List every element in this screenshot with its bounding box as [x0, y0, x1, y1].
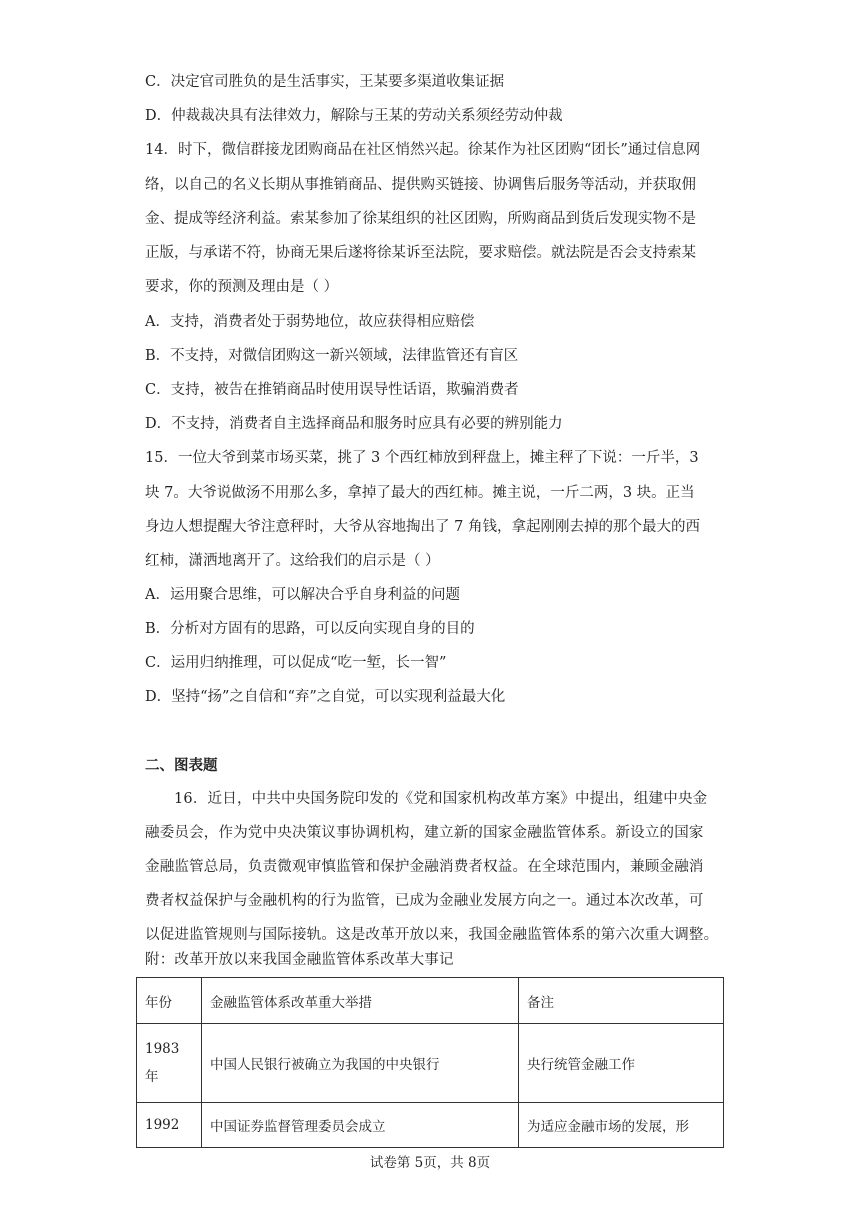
q15-option-c: C．运用归纳推理，可以促成“吃一堑，长一智”: [145, 655, 447, 671]
q15-stem-line-4: 红柿，潇洒地离开了。这给我们的启示是（ ）: [145, 553, 440, 569]
q14-option-d: D．不支持，消费者自主选择商品和服务时应具有必要的辨别能力: [145, 416, 563, 432]
table-row: [137, 1103, 724, 1148]
q13-option-c: C．决定官司胜负的是生活事实，王某要多渠道收集证据: [145, 74, 505, 90]
q14-stem-line-4: 正版，与承诺不符，协商无果后遂将徐某诉至法院，要求赔偿。就法院是否会支持索某: [145, 245, 696, 261]
q15-option-a: A．运用聚合思维，可以解决合乎自身利益的问题: [145, 587, 460, 603]
q14-option-a: A．支持，消费者处于弱势地位，故应获得相应赔偿: [145, 314, 475, 330]
q15-stem-line-3: 身边人想提醒大爷注意秤时，大爷从容地掏出了 7 角钱，拿起刚刚去掉的那个最大的西: [145, 519, 700, 535]
table-cell-measure: 中国证券监督管理委员会成立: [202, 1103, 519, 1148]
section-title: 二、图表题: [145, 758, 218, 774]
table-cell-note: 为适应金融市场的发展，形: [519, 1103, 724, 1148]
table-cell-year: 1992: [137, 1103, 202, 1148]
table-header-measure: 金融监管体系改革重大举措: [202, 978, 519, 1024]
q16-table-caption: 附：改革开放以来我国金融监管体系改革大事记: [145, 952, 454, 968]
table-cell-note: 央行统管金融工作: [519, 1024, 724, 1103]
q15-stem-line-2: 块 7。大爷说做汤不用那么多，拿掉了最大的西红柿。摊主说，一斤二两，3 块。正当: [145, 485, 695, 501]
q15-option-d: D．坚持“扬”之自信和“弃”之自觉，可以实现利益最大化: [145, 689, 506, 705]
q13-option-d: D．仲裁裁决具有法律效力，解除与王某的劳动关系须经劳动仲裁: [145, 108, 563, 124]
q16-stem-line-5: 以促进监管规则与国际接轨。这是改革开放以来，我国金融监管体系的第六次重大调整。: [145, 927, 719, 943]
table-header-year: 年份: [137, 978, 202, 1024]
q14-stem-line-3: 金、提成等经济利益。索某参加了徐某组织的社区团购，所购商品到货后发现实物不是: [145, 211, 696, 227]
q15-option-b: B．分析对方固有的思路，可以反向实现自身的目的: [145, 621, 475, 637]
q14-option-c: C．支持，被告在推销商品时使用误导性话语，欺骗消费者: [145, 382, 519, 398]
q16-stem-line-1: 16．近日，中共中央国务院印发的《党和国家机构改革方案》中提出，组建中央金: [174, 791, 708, 807]
q14-option-b: B．不支持，对微信团购这一新兴领域，法律监管还有盲区: [145, 348, 519, 364]
page-footer: 试卷第 5页，共 8页: [369, 1155, 491, 1171]
table-header-row: [137, 978, 724, 1024]
table-cell-year: 1983 年: [137, 1024, 202, 1103]
q14-stem-line-1: 14．时下，微信群接龙团购商品在社区悄然兴起。徐某作为社区团购“团长”通过信息网: [145, 142, 701, 158]
q14-stem-line-2: 络，以自己的名义长期从事推销商品、提供购买链接、协调售后服务等活动，并获取佣: [145, 177, 696, 193]
q16-stem-line-2: 融委员会，作为党中央决策议事协调机构，建立新的国家金融监管体系。新设立的国家: [145, 825, 704, 841]
table-cell-measure: 中国人民银行被确立为我国的中央银行: [202, 1024, 519, 1103]
table-header-note: 备注: [519, 978, 724, 1024]
q15-stem-line-1: 15．一位大爷到菜市场买菜，挑了 3 个西红柿放到秤盘上，摊主秤了下说：一斤半，3: [145, 450, 699, 466]
q16-stem-line-3: 金融监管总局，负责微观审慎监管和保护金融消费者权益。在全球范围内，兼顾金融消: [145, 859, 704, 875]
q14-stem-line-5: 要求，你的预测及理由是（ ）: [145, 279, 339, 295]
table-row: [137, 1024, 724, 1103]
reform-events-table: [136, 977, 724, 1148]
q16-stem-line-4: 费者权益保护与金融机构的行为监管，已成为金融业发展方向之一。通过本次改革，可: [145, 893, 704, 909]
